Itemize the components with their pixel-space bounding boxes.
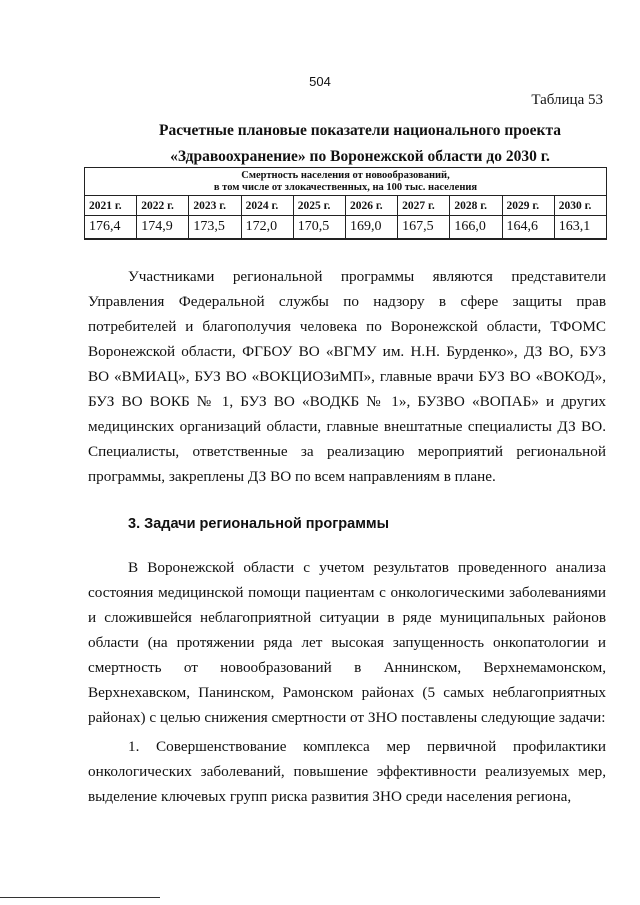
- title-line-1: Расчетные плановые показатели национального проекта: [158, 122, 562, 139]
- value-cell: 163,1: [554, 216, 606, 240]
- value-cell: 169,0: [345, 216, 397, 240]
- page-number: 504: [309, 74, 331, 89]
- year-cell: 2022 г.: [137, 196, 189, 216]
- value-cell: 174,9: [137, 216, 189, 240]
- value-cell: 176,4: [85, 216, 137, 240]
- table-header-line-2: в том числе от злокачественных, на 100 тыс. населения: [213, 182, 478, 193]
- mortality-table: [84, 167, 607, 240]
- title-line-2: «Здравоохранение» по Воронежской области до 2030 г.: [170, 148, 550, 165]
- year-cell: 2021 г.: [85, 196, 137, 216]
- year-cell: 2023 г.: [189, 196, 241, 216]
- year-cell: 2028 г.: [450, 196, 502, 216]
- year-cell: 2029 г.: [502, 196, 554, 216]
- value-cell: 167,5: [398, 216, 450, 240]
- year-cell: 2025 г.: [293, 196, 345, 216]
- tasks-intro-paragraph: В Воронежской области с учетом результатов проведенного анализа состояния медицинской помощи пациентам с онкологическими заболеваниями и сложившейся неблагоприятной ситуации в ряде муниципальных районов области (на протяжении ряда лет высокая запущенность онкопатологии и смертность от новообразований в Аннинском, Верхнемамонском, Верхнехавском, Панинском, Рамонском районах (5 самых неблагоприятных районах) с целью снижения смертности от ЗНО поставлены следующие задачи:: [88, 559, 606, 726]
- value-cell: 170,5: [293, 216, 345, 240]
- table-header: [85, 168, 607, 196]
- value-cell: 172,0: [241, 216, 293, 240]
- year-cell: 2026 г.: [345, 196, 397, 216]
- participants-paragraph: Участниками региональной программы являются представители Управления Федеральной службы по надзору в сфере защиты прав потребителей и благополучия человека по Воронежской области, ТФОМС Воронежской области, ФГБОУ ВО «ВГМУ им. Н.Н. Бурденко», ДЗ ВО, БУЗ ВО «ВМИАЦ», БУЗ ВО «ВОКЦИОЗиМП», главные врачи БУЗ ВО «ВОКОД», БУЗ ВО ВОКБ № 1, БУЗ ВО «ВОДКБ № 1», БУЗВО «ВОПАБ» и других медицинских организаций области, главные внештатные специалисты ДЗ ВО. Специалисты, ответственные за реализацию мероприятий региональной программы, закреплены ДЗ ВО по всем направлениям в плане.: [88, 268, 606, 485]
- year-cell: 2027 г.: [398, 196, 450, 216]
- value-cell: 173,5: [189, 216, 241, 240]
- document-title: [80, 118, 640, 170]
- value-cell: 166,0: [450, 216, 502, 240]
- task-1-paragraph: 1. Совершенствование комплекса мер первичной профилактики онкологических заболеваний, повышение эффективности реализуемых мер, выделение ключевых групп риска развития ЗНО среди населения региона,: [88, 738, 606, 805]
- table-label: Таблица 53: [531, 92, 603, 108]
- section-heading: 3. Задачи региональной программы: [128, 516, 390, 532]
- year-cell: 2030 г.: [554, 196, 606, 216]
- value-cell: 164,6: [502, 216, 554, 240]
- year-cell: 2024 г.: [241, 196, 293, 216]
- table-header-line-1: Смертность населения от новообразований,: [241, 170, 450, 181]
- footnote-divider: [0, 897, 160, 898]
